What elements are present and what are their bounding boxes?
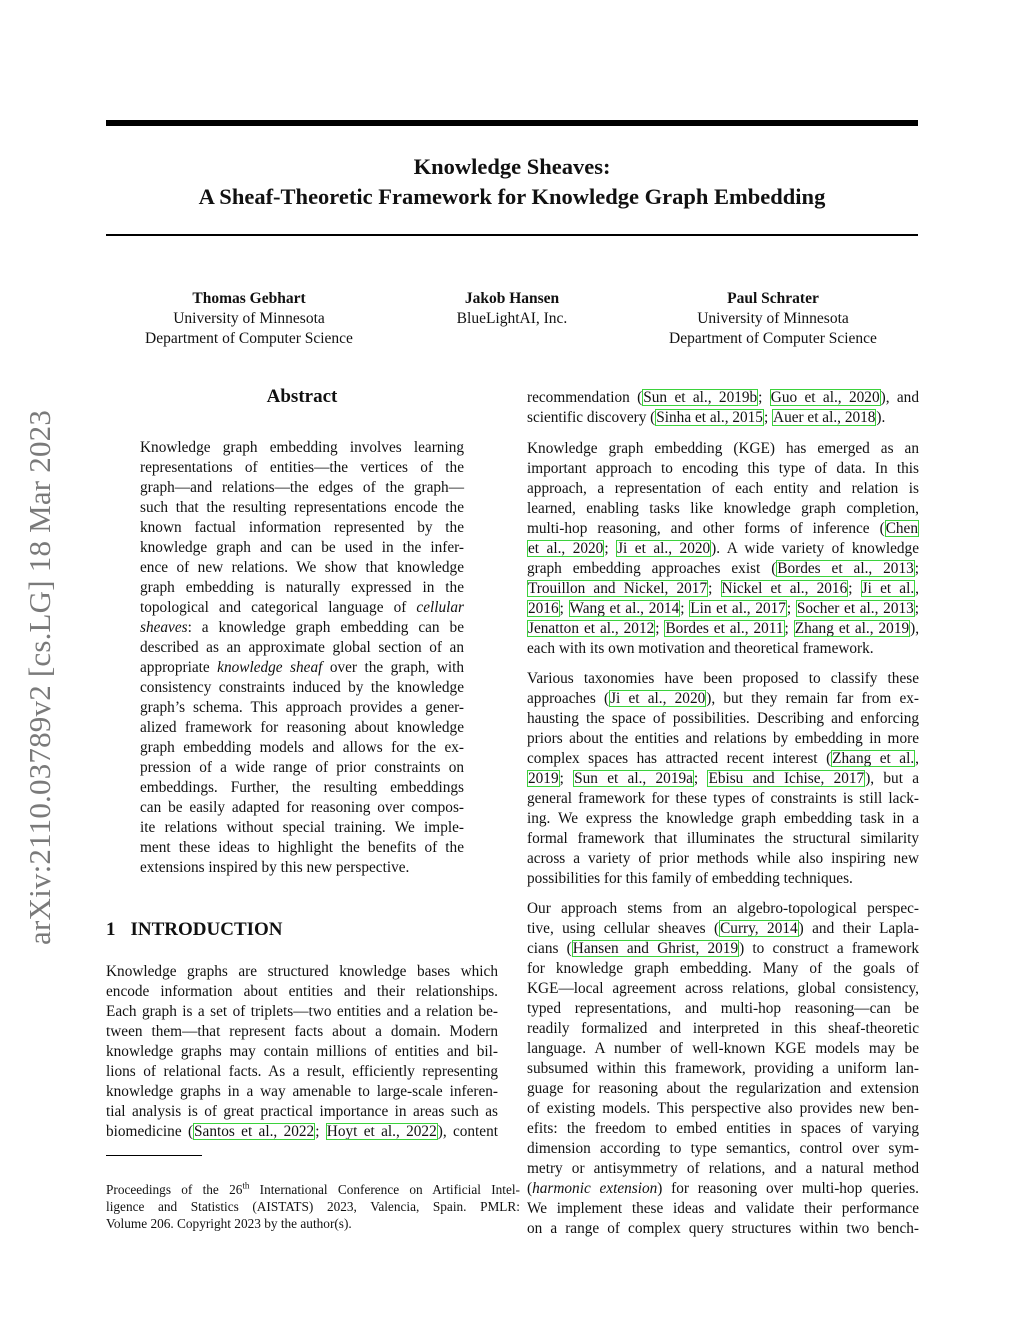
citation-link[interactable]: Sun et al., 2019b: [643, 389, 758, 406]
body-line: complex spaces has attracted recent interest (Zhang et al.,: [527, 750, 919, 767]
author-department: Department of Computer Science: [145, 330, 353, 347]
right-paragraph-3: [527, 899, 919, 1239]
body-line: metry or antisymmetry of relations, and a natural method: [527, 1160, 919, 1177]
author-department: Department of Computer Science: [669, 330, 877, 347]
body-line: guage for reasoning about the regularization and extension: [527, 1080, 919, 1097]
body-line: cians (Hansen and Ghrist, 2019) to construct a framework: [527, 940, 919, 957]
citation-link[interactable]: Lin et al., 2017: [690, 600, 786, 617]
citation-link[interactable]: Bordes et al., 2013: [777, 560, 914, 577]
right-paragraph-1: [527, 439, 919, 659]
abstract-line: consistency constraints induced by the knowledge: [140, 679, 464, 696]
author-name: Paul Schrater: [727, 290, 819, 307]
citation-link[interactable]: Zhang et al.: [832, 750, 915, 767]
author-name: Thomas Gebhart: [192, 290, 306, 307]
intro-line: Each graph is a set of triplets—two entities and a relation be-: [106, 1003, 498, 1020]
body-line: important approach to encoding this type of data. In this: [527, 460, 919, 477]
abstract-line: pression of a wide range of prior constraints on: [140, 759, 464, 776]
abstract-line: embeddings. Further, the resulting embeddings: [140, 779, 464, 796]
citation-link[interactable]: Nickel et al., 2016: [721, 580, 848, 597]
body-line: language. A number of well-known KGE models may be: [527, 1040, 919, 1057]
abstract-body: [140, 438, 464, 878]
body-line: Knowledge graph embedding (KGE) has emerged as an: [527, 440, 919, 457]
citation-link[interactable]: Hansen and Ghrist, 2019: [572, 940, 739, 957]
citation-link[interactable]: Guo et al., 2020: [770, 389, 880, 406]
title-bottom-rule: [106, 234, 918, 236]
intro-line: knowledge graphs in a way amenable to large-scale inferen-: [106, 1083, 498, 1100]
author-block-2: [432, 289, 592, 329]
top-thick-rule: [106, 120, 918, 126]
footnote-rule: [106, 1155, 202, 1156]
title-line-1: Knowledge Sheaves:: [413, 154, 611, 179]
citation-link[interactable]: Bordes et al., 2011: [665, 620, 784, 637]
body-line: 2016; Wang et al., 2014; Lin et al., 2017; Socher et al., 2013;: [528, 600, 920, 617]
citation-link[interactable]: Sinha et al., 2015: [656, 409, 763, 426]
body-line: recommendation (Sun et al., 2019b; Guo et al., 2020), and: [527, 389, 919, 406]
citation-link[interactable]: Auer et al., 2018: [773, 409, 876, 426]
body-line: Jenatton et al., 2012; Bordes et al., 2011; Zhang et al., 2019),: [528, 620, 920, 637]
abstract-line: can be easily adapted for reasoning over compos-: [140, 799, 464, 816]
intro-line: knowledge graphs may contain millions of entities and bil-: [106, 1043, 498, 1060]
body-line: Trouillon and Nickel, 2017; Nickel et al., 2016; Ji et al.,: [528, 580, 919, 597]
right-paragraph-0: [527, 388, 919, 428]
intro-line: biomedicine (Santos et al., 2022; Hoyt et al., 2022), content: [106, 1123, 498, 1140]
citation-link[interactable]: 2019: [528, 770, 559, 787]
abstract-line: ence of new relations. We show that knowledge: [140, 559, 464, 576]
body-line: for knowledge graph embedding. Many of the goals of: [527, 960, 919, 977]
body-line: Our approach stems from an algebro-topological perspec-: [527, 900, 919, 917]
author-affiliation: BlueLightAI, Inc.: [456, 310, 568, 327]
abstract-heading: Abstract: [266, 386, 338, 407]
body-line: ing. We express the knowledge graph embedding task in a: [527, 810, 919, 827]
section-heading: [106, 918, 283, 942]
body-line: et al., 2020; Ji et al., 2020). A wide variety of knowledge: [528, 540, 919, 557]
body-line: priors about the entities and relations by embedding in more: [527, 730, 919, 747]
citation-link[interactable]: Ji et al.: [861, 580, 915, 597]
footnote-line: Volume 206. Copyright 2023 by the author(s).: [106, 1216, 352, 1231]
body-line: possibilities for this family of embedding techniques.: [527, 870, 853, 887]
body-line: Various taxonomies have been proposed to classify these: [527, 670, 919, 687]
right-paragraph-2: [527, 669, 919, 889]
body-line: of existing models. This perspective also provides new ben-: [527, 1100, 919, 1117]
body-line: (harmonic extension) for reasoning over multi-hop queries.: [527, 1180, 919, 1197]
body-line: on a range of complex query structures within two bench-: [527, 1220, 919, 1237]
arxiv-identifier: arXiv:2110.03789v2 [cs.LG] 18 Mar 2023: [22, 409, 57, 945]
title-line-2: A Sheaf-Theoretic Framework for Knowledge Graph Embedding: [198, 184, 826, 209]
abstract-line: appropriate knowledge sheaf over the graph, with: [140, 659, 465, 676]
abstract-line: graph embedding is naturally expressed in the: [140, 579, 464, 596]
citation-link[interactable]: Santos et al., 2022: [194, 1123, 315, 1140]
abstract-line: representations of entities—the vertices of the: [140, 459, 464, 476]
footnote-line: Proceedings of the 26th International Conference on Artificial Intel-: [106, 1180, 520, 1197]
abstract-line: described as an approximate global section of an: [140, 639, 464, 656]
abstract-line: alized framework for reasoning about knowledge: [140, 719, 464, 736]
abstract-line: graph—and relations—the edges of the graph—: [140, 479, 464, 496]
body-line: approaches (Ji et al., 2020), but they remain far from ex-: [527, 690, 919, 707]
body-line: formal framework that illuminates the structural similarity: [527, 830, 919, 847]
body-line: We implement these ideas and validate their performance: [527, 1200, 919, 1217]
body-line: 2019; Sun et al., 2019a; Ebisu and Ichise, 2017), but a: [528, 770, 920, 787]
abstract-line: knowledge graph and can be used in the infer-: [140, 539, 464, 556]
author-block-3: [660, 289, 886, 349]
body-line: subsumed within this framework, providing a uniform lan-: [527, 1060, 919, 1077]
citation-link[interactable]: Zhang et al., 2019: [794, 620, 910, 637]
body-line: dimension according to type semantics, control over sym-: [527, 1140, 919, 1157]
section-title: INTRODUCTION: [130, 919, 283, 940]
citation-link[interactable]: 2016: [528, 600, 559, 617]
body-line: typed representations, and multi-hop reasoning—can be: [527, 1000, 919, 1017]
citation-link[interactable]: Curry, 2014: [720, 920, 798, 937]
abstract-line: graph’s schema. This approach provides a gener-: [140, 699, 464, 716]
body-line: readily formalized and interpreted in this sheaf-theoretic: [527, 1020, 919, 1037]
intro-line: encode information about entities and their relationships.: [106, 983, 498, 1000]
body-line: learned, enabling tasks like knowledge graph completion,: [527, 500, 919, 517]
intro-line: lions of relational facts. As a result, efficiently representing: [106, 1063, 498, 1080]
intro-line: tial analysis is of great practical importance in areas such as: [106, 1103, 498, 1120]
footnote: [106, 1181, 520, 1232]
body-line: approach, a representation of each entity and relation is: [527, 480, 919, 497]
body-line: KGE—local agreement across relations, global consistency,: [527, 980, 919, 997]
abstract-line: ite relations without special training. We imple-: [140, 819, 464, 836]
body-line: multi-hop reasoning, and other forms of inference (Chen: [527, 520, 918, 537]
abstract-line: sheaves: a knowledge graph embedding can be: [140, 619, 464, 636]
citation-link[interactable]: Chen: [885, 520, 918, 537]
citation-link[interactable]: Trouillon and Nickel, 2017: [528, 580, 708, 597]
author-affiliation: University of Minnesota: [173, 310, 325, 327]
body-line: tive, using cellular sheaves (Curry, 2014) and their Lapla-: [527, 920, 920, 937]
paper-title: [106, 152, 918, 212]
abstract-line: known factual information represented by the: [140, 519, 464, 536]
abstract-line: ment these ideas to highlight the benefits of the: [140, 839, 464, 856]
abstract-line: graph embedding models and allows for the ex-: [140, 739, 464, 756]
abstract-line: extensions inspired by this new perspective.: [140, 859, 410, 876]
intro-paragraph: [106, 962, 498, 1142]
abstract-line: such that the resulting representations encode the: [140, 499, 464, 516]
author-name: Jakob Hansen: [464, 290, 560, 307]
intro-line: Knowledge graphs are structured knowledge bases which: [106, 963, 498, 980]
citation-link[interactable]: Ji et al., 2020: [617, 540, 711, 557]
citation-link[interactable]: Jenatton et al., 2012: [528, 620, 655, 637]
body-line: hausting the space of possibilities. Describing and enforcing: [527, 710, 919, 727]
section-number: 1: [106, 919, 116, 940]
body-line: general framework for these types of constraints is still lack-: [527, 790, 919, 807]
intro-line: tween them—that represent facts about a domain. Modern: [106, 1023, 498, 1040]
footnote-line: ligence and Statistics (AISTATS) 2023, Valencia, Spain. PMLR:: [106, 1199, 520, 1214]
citation-link[interactable]: Wang et al., 2014: [569, 600, 680, 617]
body-line: scientific discovery (Sinha et al., 2015; Auer et al., 2018).: [527, 409, 886, 426]
body-line: each with its own motivation and theoretical framework.: [527, 640, 874, 657]
author-block-1: [136, 289, 362, 349]
body-line: across a variety of prior methods while also inspiring new: [527, 850, 919, 867]
author-affiliation: University of Minnesota: [697, 310, 849, 327]
citation-link[interactable]: Socher et al., 2013: [796, 600, 914, 617]
citation-link[interactable]: Hoyt et al., 2022: [326, 1123, 437, 1140]
citation-link[interactable]: et al., 2020: [528, 540, 604, 557]
body-line: graph embedding approaches exist (Bordes et al., 2013;: [527, 560, 919, 577]
abstract-line: Knowledge graph embedding involves learning: [140, 439, 464, 456]
citation-link[interactable]: Sun et al., 2019a: [574, 770, 693, 787]
abstract-line: topological and categorical language of cellular: [140, 599, 464, 616]
citation-link[interactable]: Ebisu and Ichise, 2017: [708, 770, 865, 787]
body-line: efits: the freedom to embed entities in spaces of varying: [527, 1120, 919, 1137]
citation-link[interactable]: Ji et al., 2020: [610, 690, 706, 707]
